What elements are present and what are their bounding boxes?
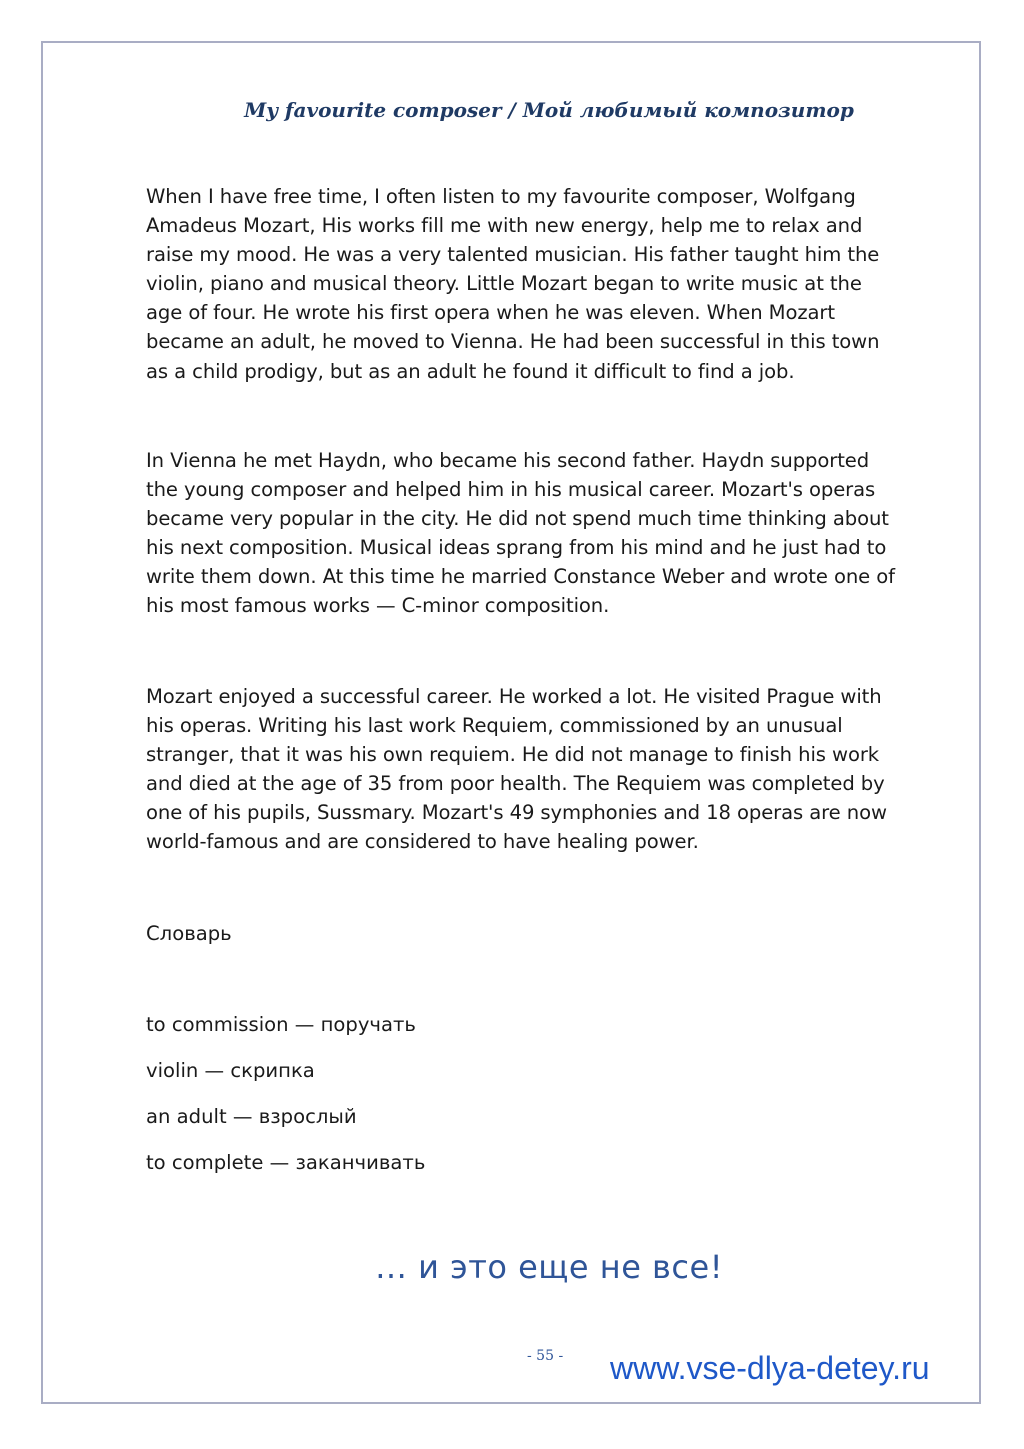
vocabulary-item: violin — скрипка — [146, 1059, 315, 1082]
page-number: - 55 - — [527, 1348, 564, 1364]
more-content-banner: … и это еще не все! — [374, 1248, 724, 1286]
vocabulary-item: to complete — заканчивать — [146, 1151, 426, 1174]
vocabulary-heading: Словарь — [146, 922, 232, 945]
vocabulary-list — [146, 1010, 425, 1194]
vocabulary-item: to commission — поручать — [146, 1013, 416, 1036]
site-link[interactable]: www.vse-dlya-detey.ru — [610, 1350, 930, 1386]
vocabulary-item: an adult — взрослый — [146, 1105, 357, 1128]
page-title: My favourite composer / Мой любимый композитор — [244, 98, 854, 122]
paragraph-1: When I have free time, I often listen to my favourite composer, Wolfgang Amadeus Mozart, His works fill me with new energy, help me to relax and raise my mood. He was a very talented musician. His father taught him the violin, piano and musical theory. Little Mozart began to write music at the age of four. He wrote his first opera when he was eleven. When Mozart became an adult, he moved to Vienna. He had been successful in this town as a child prodigy, but as an adult he found it difficult to find a job. — [146, 185, 880, 383]
paragraph-2: In Vienna he met Haydn, who became his second father. Haydn supported the young composer and helped him in his musical career. Mozart's operas became very popular in the city. He did not spend much time thinking about his next composition. Musical ideas sprang from his mind and he just had to write them down. At this time he married Constance Weber and wrote one of his most famous works — C-minor composition. — [146, 449, 895, 618]
paragraph-3: Mozart enjoyed a successful career. He worked a lot. He visited Prague with his operas. Writing his last work Requiem, commissioned by an unusual stranger, that it was his own requiem. He did not manage to finish his work and died at the age of 35 from poor health. The Requiem was completed by one of his pupils, Sussmary. Mozart's 49 symphonies and 18 operas are now world-famous and are considered to have healing power. — [146, 685, 887, 854]
document-body — [146, 182, 966, 1174]
